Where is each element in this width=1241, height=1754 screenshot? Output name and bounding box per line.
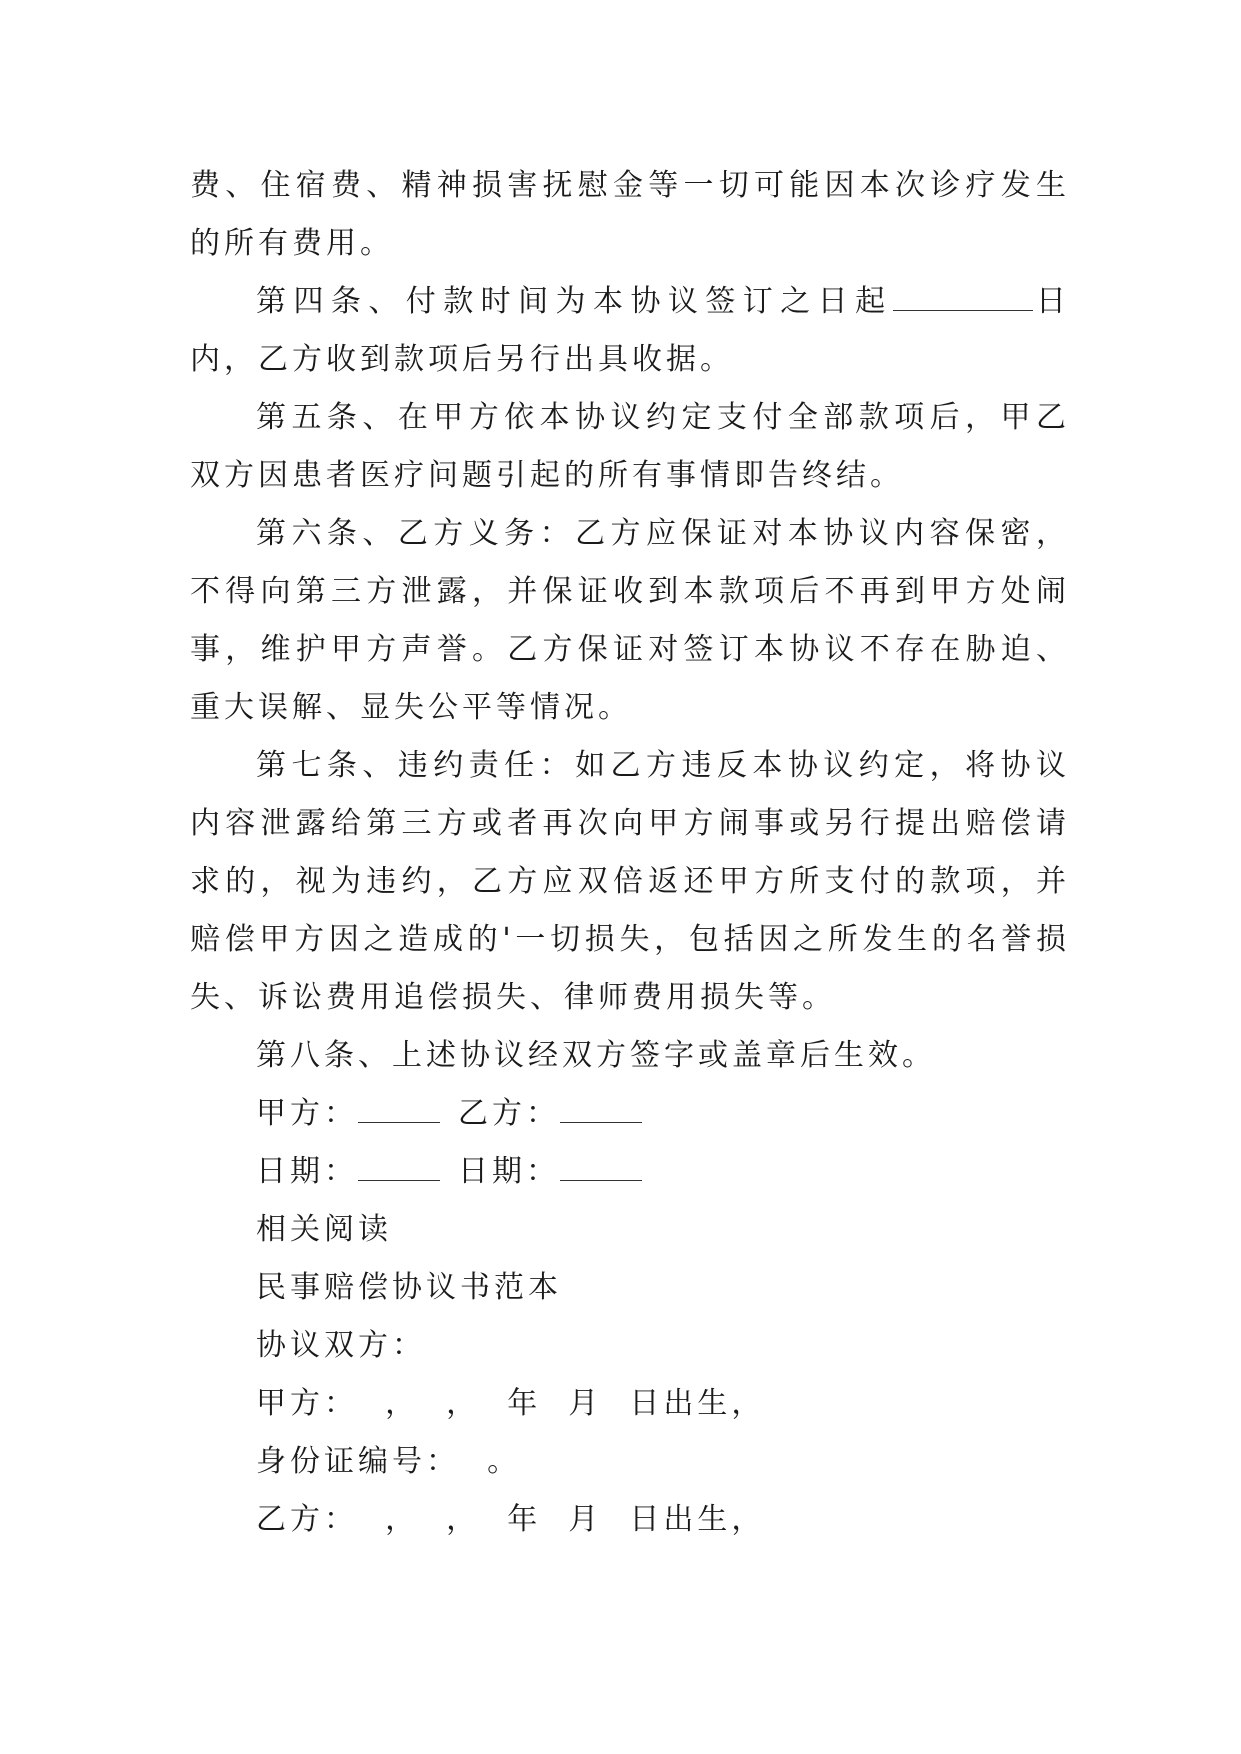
agreement-parties-label: 协议双方： [256,1328,426,1363]
party-a-sign-label: 甲方： [256,1096,358,1131]
article-6-paragraph: 第六条、乙方义务：乙方应保证对本协议内容保密，不得向第三方泄露，并保证收到本款项后不再到甲方处闹事，维护甲方声誉。乙方保证对签订本协议不存在胁迫、重大误解、显失公平等情况。 [190,516,1070,725]
related-document-title: 民事赔偿协议书范本 [256,1270,562,1305]
signature-date-line [190,1143,1070,1201]
date-a-blank[interactable] [358,1146,440,1181]
signature-party-line [190,1085,1070,1143]
party-b-sign-blank[interactable] [560,1088,642,1123]
party-b-info-line: 乙方： ， ， 年 月 日出生， [256,1502,766,1537]
article-4-paragraph [190,273,1070,389]
document-body [190,157,1070,1549]
date-a-label: 日期： [256,1154,358,1189]
article-7-paragraph: 第七条、违约责任：如乙方违反本协议约定，将协议内容泄露给第三方或者再次向甲方闹事或另行提出赔偿请求的，视为违约，乙方应双倍返还甲方所支付的款项，并赔偿甲方因之造成的'一切损失，包括因之所发生的名誉损失、诉讼费用追偿损失、律师费用损失等。 [190,748,1070,1015]
intro-paragraph: 费、住宿费、精神损害抚慰金等一切可能因本次诊疗发生的所有费用。 [190,168,1070,261]
date-b-blank[interactable] [560,1146,642,1181]
party-b-sign-label: 乙方： [458,1096,560,1131]
article-8-paragraph: 第八条、上述协议经双方签字或盖章后生效。 [256,1038,936,1073]
article-4-text-start: 第四条、付款时间为本协议签订之日起 [256,284,893,319]
payment-days-blank[interactable] [893,276,1033,311]
related-reading-heading: 相关阅读 [256,1212,392,1247]
article-4-text-end: 日内，乙方收到款项后另行出具收据。 [190,284,1071,377]
id-number-line: 身份证编号： 。 [256,1444,522,1479]
date-b-label: 日期： [458,1154,560,1189]
party-a-sign-blank[interactable] [358,1088,440,1123]
party-a-info-line: 甲方： ， ， 年 月 日出生， [256,1386,766,1421]
article-5-paragraph: 第五条、在甲方依本协议约定支付全部款项后，甲乙双方因患者医疗问题引起的所有事情即告终结。 [190,400,1070,493]
